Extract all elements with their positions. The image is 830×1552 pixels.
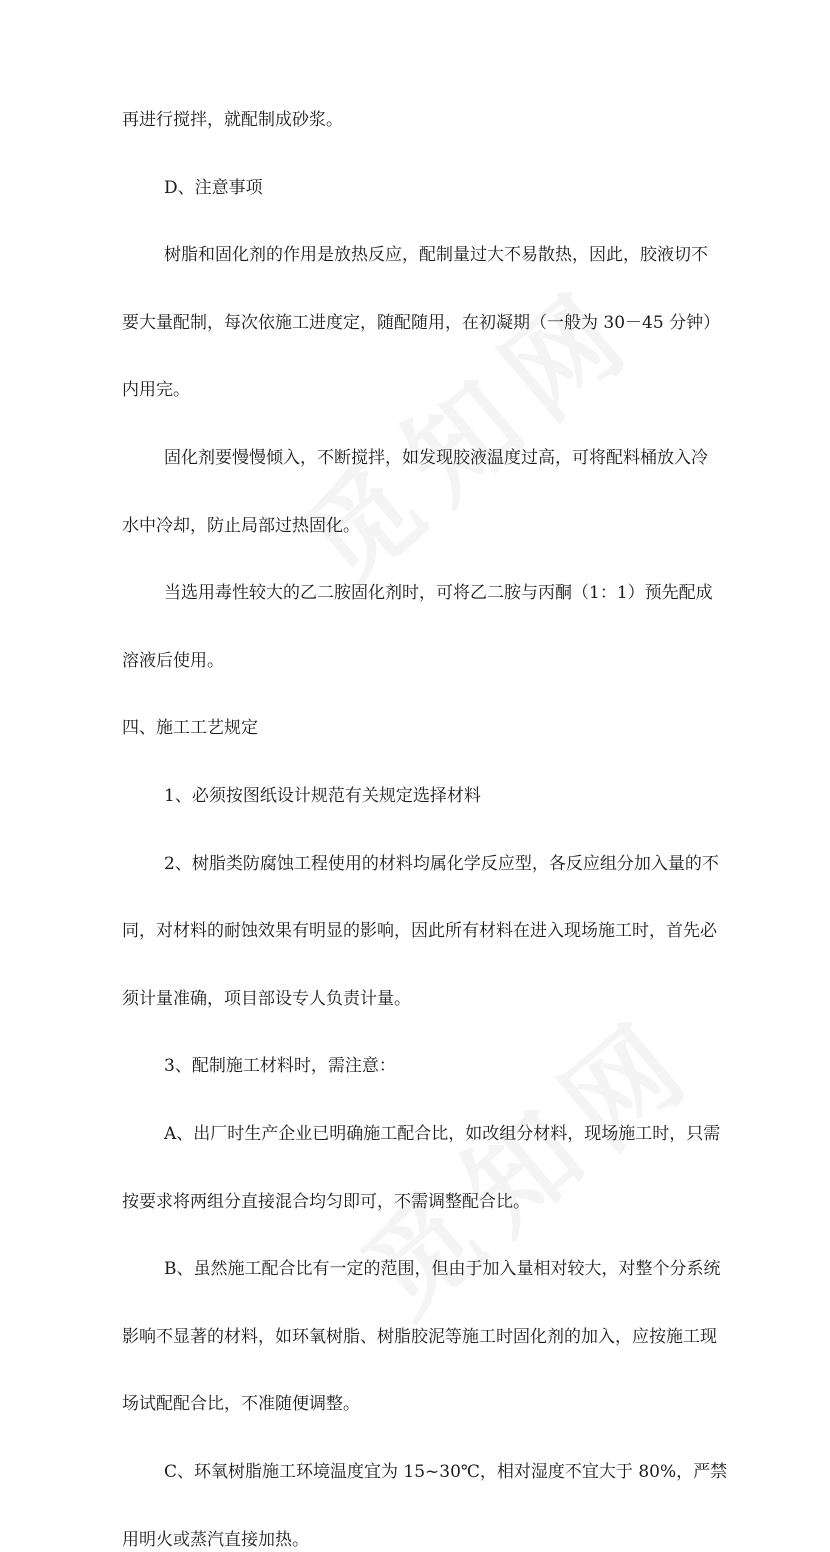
section-heading-4: 四、施工工艺规定 [122,718,258,739]
text-line: 固化剂要慢慢倾入，不断搅拌，如发现胶液温度过高，可将配料桶放入冷 [164,448,708,468]
text-line: 3、配制施工材料时，需注意： [164,1056,396,1077]
section-heading-d: D、注意事项 [164,177,263,198]
text-line: 水中冷却，防止局部过热固化。 [122,515,360,536]
text-line: 溶液后使用。 [122,650,224,671]
text-line: 按要求将两组分直接混合均匀即可，不需调整配合比。 [122,1191,530,1212]
text-line: 场试配配合比，不准随便调整。 [122,1394,360,1415]
text-line: 须计量准确，项目部设专人负责计量。 [122,988,411,1009]
text-line: 影响不显著的材料，如环氧树脂、树脂胶泥等施工时固化剂的加入，应按施工现 [122,1326,717,1347]
text-line: 要大量配制，每次依施工进度定，随配随用，在初凝期（一般为 30－45 分钟） [122,312,721,333]
watermark-bottom [325,973,725,1345]
text-line: 用明火或蒸汽直接加热。 [122,1529,309,1550]
text-line: C、环氧树脂施工环境温度宜为 15~30℃，相对湿度不宜大于 80%，严禁 [164,1462,728,1482]
document-body [122,108,728,1550]
text-line: A、出厂时生产企业已明确施工配合比，如改组分材料，现场施工时，只需 [164,1124,721,1144]
text-line: 2、树脂类防腐蚀工程使用的材料均属化学反应型，各反应组分加入量的不 [164,853,719,874]
text-line: 内用完。 [122,380,190,401]
text-line: 1、必须按图纸设计规范有关规定选择材料 [164,786,481,806]
text-line: 同，对材料的耐蚀效果有明显的影响，因此所有材料在进入现场施工时，首先必 [122,921,717,942]
text-line: 再进行搅拌，就配制成砂浆。 [122,110,343,130]
text-line: 树脂和固化剂的作用是放热反应，配制量过大不易散热，因此，胶液切不 [164,245,708,266]
text-line: B、虽然施工配合比有一定的范围，但由于加入量相对较大，对整个分系统 [164,1259,721,1280]
text-line: 当选用毒性较大的乙二胺固化剂时，可将乙二胺与丙酮（1：1）预先配成 [164,583,713,604]
